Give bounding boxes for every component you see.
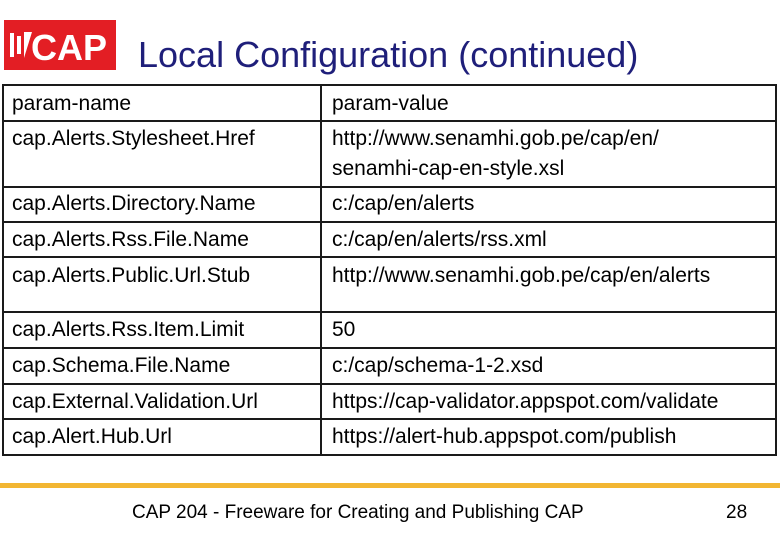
param-name-cell: cap.Alerts.Stylesheet.Href xyxy=(12,127,255,150)
page-number: 28 xyxy=(726,502,748,523)
logo-text: CAP xyxy=(31,27,108,68)
param-value-cell: https://cap-validator.appspot.com/validate xyxy=(332,390,719,413)
param-name-cell: cap.Alerts.Rss.Item.Limit xyxy=(12,318,245,341)
param-name-cell: cap.Alerts.Public.Url.Stub xyxy=(12,264,251,287)
header-param-name: param-name xyxy=(12,92,132,115)
param-value-cell: c:/cap/en/alerts/rss.xml xyxy=(332,228,547,251)
param-value-cell: 50 xyxy=(332,318,356,341)
param-value-cell: http://www.senamhi.gob.pe/cap/en/alerts xyxy=(332,264,711,287)
cap-logo xyxy=(4,20,116,70)
config-table xyxy=(2,84,777,456)
param-value-cell: c:/cap/en/alerts xyxy=(332,192,475,215)
footer-accent-bar xyxy=(0,483,780,488)
param-name-cell: cap.External.Validation.Url xyxy=(12,390,258,413)
param-value-cell-continued: senamhi-cap-en-style.xsl xyxy=(332,157,565,180)
param-name-cell: cap.Alert.Hub.Url xyxy=(12,425,172,448)
param-value-cell: https://alert-hub.appspot.com/publish xyxy=(332,425,677,448)
param-value-cell: c:/cap/schema-1-2.xsd xyxy=(332,354,544,377)
param-name-cell: cap.Schema.File.Name xyxy=(12,354,231,377)
column-divider xyxy=(320,86,322,454)
param-name-cell: cap.Alerts.Rss.File.Name xyxy=(12,228,249,251)
footer-text: CAP 204 - Freeware for Creating and Publishing CAP xyxy=(132,502,584,523)
header-param-value: param-value xyxy=(332,92,449,115)
param-value-cell: http://www.senamhi.gob.pe/cap/en/ xyxy=(332,127,659,150)
page-title: Local Configuration (continued) xyxy=(138,34,639,75)
param-name-cell: cap.Alerts.Directory.Name xyxy=(12,192,256,215)
